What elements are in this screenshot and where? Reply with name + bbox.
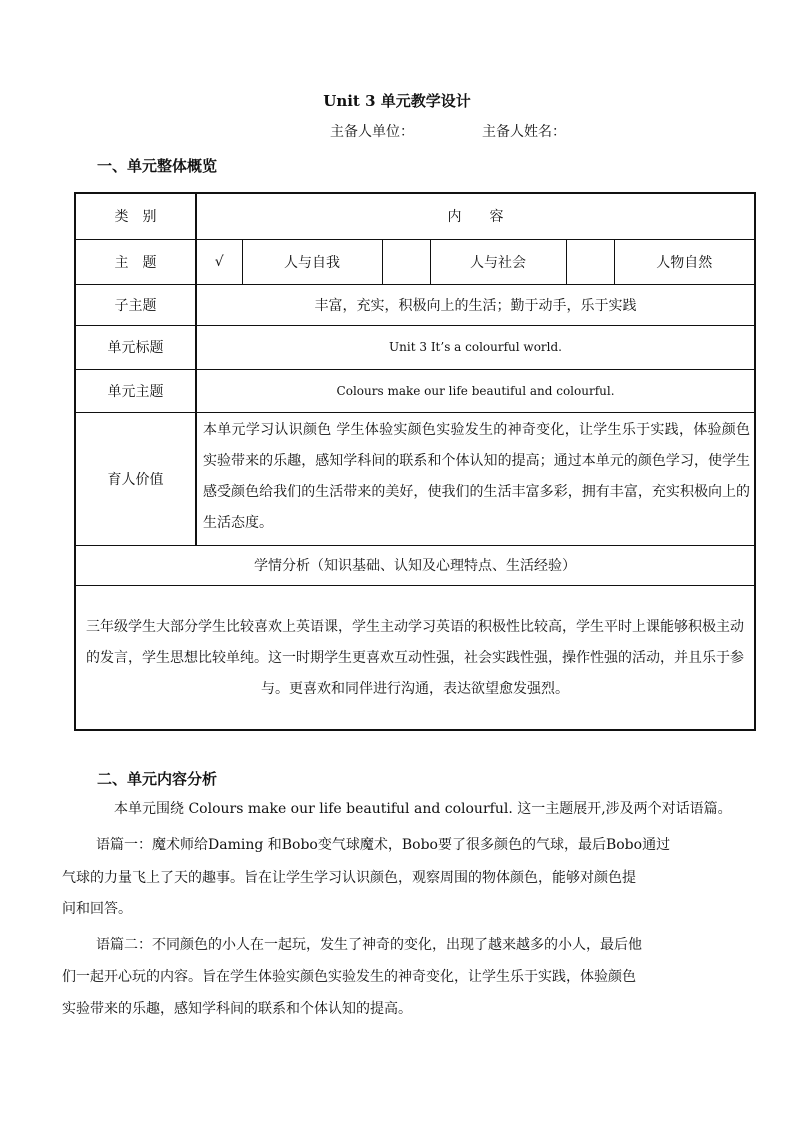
subtheme-row — [75, 284, 755, 325]
analysis-value: 三年级学生大部分学生比较喜欢上英语课，学生主动学习英语的积极性比较高，学生平时上课能够积极主动的发言，学生思想比较单纯。这一时期学生更喜欢互动性强，社会实践性强，操作性强的活动，并且乐于参与。更喜欢和同伴进行沟通，表达欲望愈发强烈。 — [75, 585, 755, 730]
section-2-intro: 本单元围绕 Colours make our life beautiful and colourful. 这一主题展开,涉及两个对话语篇。 — [114, 801, 732, 817]
author-name-label: 主备人姓名： — [482, 124, 566, 140]
document-title: Unit 3 单元教学设计 — [323, 92, 471, 110]
unit-theme-label: 单元主题 — [75, 369, 196, 412]
theme-check-empty-2 — [382, 239, 430, 284]
table-header-row — [75, 193, 755, 239]
unit-overview-table — [74, 192, 756, 731]
theme-option-nature: 人物自然 — [614, 239, 755, 284]
passage-2-line-3: 实验带来的乐趣，感知学科间的联系和个体认知的提高。 — [62, 1001, 412, 1017]
theme-check-empty-3 — [566, 239, 614, 284]
subtheme-label: 子主题 — [75, 284, 196, 325]
passage-2-line-2: 们一起开心玩的内容。旨在学生体验实颜色实验发生的神奇变化，让学生乐于实践，体验颜色 — [62, 969, 636, 985]
education-label: 育人价值 — [75, 412, 196, 545]
header-content: 内 容 — [196, 193, 755, 239]
theme-option-self: 人与自我 — [242, 239, 382, 284]
unit-title-label: 单元标题 — [75, 325, 196, 369]
unit-theme-value: Colours make our life beautiful and colourful. — [196, 369, 755, 412]
passage-2-line-1: 语篇二：不同颜色的小人在一起玩，发生了神奇的变化，出现了越来越多的小人，最后他 — [96, 937, 642, 953]
education-row — [75, 412, 755, 545]
subtheme-value: 丰富，充实，积极向上的生活；勤于动手，乐于实践 — [196, 284, 755, 325]
theme-row — [75, 239, 755, 284]
analysis-body-row — [75, 585, 755, 730]
passage-1-line-3: 问和回答。 — [62, 901, 132, 917]
author-unit-label: 主备人单位： — [330, 124, 414, 140]
theme-label: 主 题 — [75, 239, 196, 284]
section-1-heading: 一、单元整体概览 — [97, 157, 218, 175]
unit-theme-row — [75, 369, 755, 412]
unit-title-row — [75, 325, 755, 369]
unit-title-value: Unit 3 It’s a colourful world. — [196, 325, 755, 369]
passage-1-line-1: 语篇一：魔术师给Daming 和Bobo变气球魔术，Bobo要了很多颜色的气球，最后Bobo通过 — [96, 837, 671, 853]
analysis-heading: 学情分析（知识基础、认知及心理特点、生活经验） — [75, 545, 755, 585]
theme-checkmark: √ — [196, 239, 242, 284]
analysis-heading-row — [75, 545, 755, 585]
section-2-heading: 二、单元内容分析 — [97, 770, 218, 788]
passage-1-line-2: 气球的力量飞上了天的趣事。旨在让学生学习认识颜色，观察周围的物体颜色，能够对颜色提 — [62, 870, 636, 886]
header-category: 类 别 — [75, 193, 196, 239]
theme-option-society: 人与社会 — [430, 239, 566, 284]
education-value: 本单元学习认识颜色 学生体验实颜色实验发生的神奇变化，让学生乐于实践，体验颜色实验带来的乐趣，感知学科间的联系和个体认知的提高；通过本单元的颜色学习，使学生感受颜色给我们的生活带来的美好，使我们的生活丰富多彩，拥有丰富，充实积极向上的生活态度。 — [196, 412, 755, 545]
